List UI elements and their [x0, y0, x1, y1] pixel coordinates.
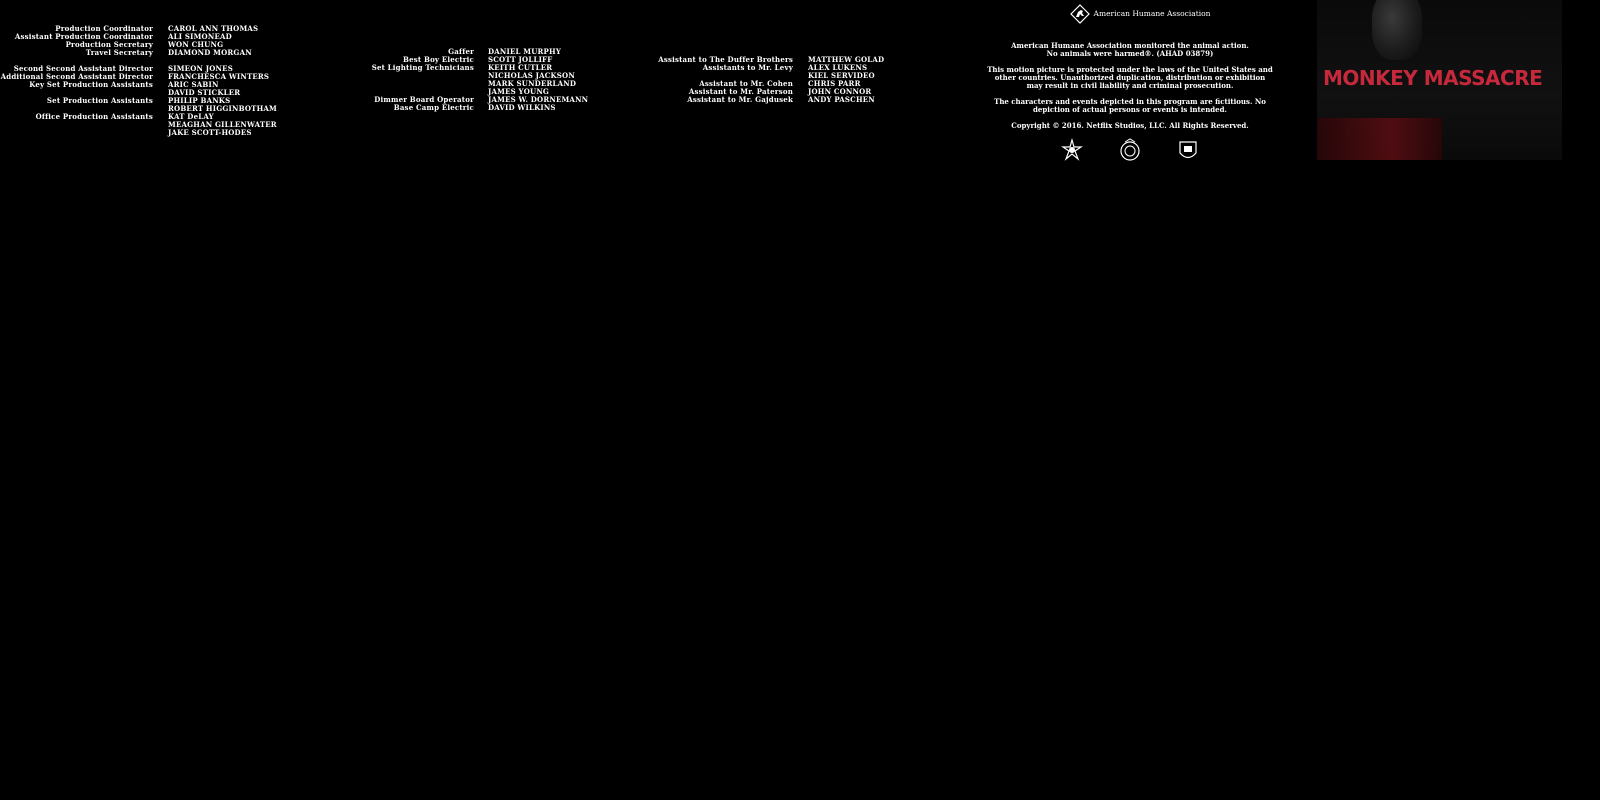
credit-role: Gaffer: [448, 47, 474, 56]
credit-name: MARK SUNDERLAND: [488, 79, 577, 88]
credit-role: Assistant Production Coordinator: [14, 32, 153, 41]
credit-role: Assistant to Mr. Gajdusek: [687, 95, 793, 104]
credit-row: [340, 104, 588, 112]
credit-role: Assistant to Mr. Cohen: [699, 79, 793, 88]
credit-name: DANIEL MURPHY: [488, 47, 562, 56]
teamsters-union-icon: [1118, 138, 1142, 164]
credit-role: Assistant to Mr. Paterson: [688, 87, 793, 96]
union-seal-icon: [1176, 138, 1200, 164]
credit-name: PHILIP BANKS: [168, 96, 231, 105]
law-line-3: may result in civil liability and criminal prosecution.: [1026, 81, 1234, 90]
credit-role: [0, 121, 153, 129]
credit-name: KEITH CUTLER: [488, 63, 553, 72]
credits-column-2: [340, 48, 588, 112]
aha-horse-icon: [1070, 4, 1090, 24]
law-line-1: This motion picture is protected under the laws of the United States and: [987, 65, 1273, 74]
credit-name: ROBERT HIGGINBOTHAM: [168, 104, 277, 113]
fiction-line-1: The characters and events depicted in this program are fictitious. No: [994, 97, 1266, 106]
poster-title: MONKEY MASSACRE: [1323, 66, 1543, 90]
credit-role: Key Set Production Assistants: [29, 80, 153, 89]
fiction-line-2: depiction of actual persons or events is intended.: [1033, 105, 1227, 114]
credits-column-3: [640, 56, 884, 104]
credit-name: ALI SIMONEAD: [168, 32, 232, 41]
credit-role: Set Production Assistants: [46, 96, 153, 105]
credit-name: FRANCHESCA WINTERS: [168, 72, 270, 81]
credits-column-1: [0, 25, 277, 137]
credit-role: Best Boy Electric: [402, 55, 474, 64]
iatse-union-icon: [1060, 138, 1084, 164]
credit-row: [0, 129, 277, 137]
credit-row: [0, 49, 277, 57]
credit-name: ALEX LUKENS: [808, 63, 868, 72]
aha-line-2: No animals were harmed®. (AHAD 03879): [1046, 49, 1214, 58]
credit-name: JOHN CONNOR: [808, 87, 872, 96]
credit-name: ANDY PASCHEN: [808, 95, 875, 104]
credit-row: [640, 96, 884, 104]
credit-name: DAVID WILKINS: [488, 103, 556, 112]
copyright-law-notice: [975, 66, 1285, 90]
credit-name: NICHOLAS JACKSON: [488, 71, 575, 80]
credit-role: Base Camp Electric: [393, 103, 474, 112]
credit-name: SCOTT JOLLIFF: [488, 55, 553, 64]
credit-name: JAMES YOUNG: [488, 87, 550, 96]
credit-row: [340, 80, 588, 88]
credit-name: JAKE SCOTT-HODES: [168, 128, 252, 137]
legal-block: [975, 4, 1285, 164]
credit-role: Office Production Assistants: [35, 112, 153, 121]
credit-role: [0, 129, 153, 137]
aha-logo-text: American Humane Association: [1093, 9, 1211, 18]
credit-role: Assistant to The Duffer Brothers: [658, 55, 793, 64]
credit-role: [340, 72, 474, 80]
credit-name: KIEL SERVIDEO: [808, 71, 875, 80]
aha-logo: [995, 4, 1285, 24]
credit-name: SIMEON JONES: [168, 64, 233, 73]
aha-statement: [975, 42, 1285, 58]
poster-red-shape: [1317, 118, 1442, 160]
poster-face: [1372, 0, 1422, 60]
credit-name: CAROL ANN THOMAS: [168, 24, 259, 33]
credit-name: DIAMOND MORGAN: [168, 48, 252, 57]
credit-name: KAT DeLAY: [168, 112, 214, 121]
credit-name: JAMES W. DORNEMANN: [488, 95, 589, 104]
credit-role: Production Secretary: [65, 40, 153, 49]
credit-role: Additional Second Assistant Director: [0, 72, 153, 81]
fiction-disclaimer: [975, 98, 1285, 114]
law-line-2: other countries. Unauthorized duplication, distribution or exhibition: [994, 73, 1266, 82]
union-logos: [975, 138, 1285, 164]
copyright-line: Copyright © 2016. Netflix Studios, LLC. All Rights Reserved.: [1011, 121, 1249, 130]
credit-role: Travel Secretary: [85, 48, 153, 57]
credit-role: Production Coordinator: [55, 24, 153, 33]
credit-name: CHRIS PARR: [808, 79, 861, 88]
poster-image: [1317, 0, 1562, 160]
credit-name: ARIC SABIN: [168, 80, 219, 89]
credit-role: Set Lighting Technicians: [371, 63, 474, 72]
credit-role: [340, 80, 474, 88]
credit-name: MEAGHAN GILLENWATER: [168, 120, 277, 129]
credit-role: Assistants to Mr. Levy: [702, 63, 793, 72]
credit-name: WON CHUNG: [168, 40, 224, 49]
credit-role: Second Second Assistant Director: [13, 64, 153, 73]
credit-name: MATTHEW GOLAD: [808, 55, 885, 64]
aha-line-1: American Humane Association monitored the animal action.: [1011, 41, 1249, 50]
credit-role: Dimmer Board Operator: [374, 95, 474, 104]
credit-name: DAVID STICKLER: [168, 88, 241, 97]
